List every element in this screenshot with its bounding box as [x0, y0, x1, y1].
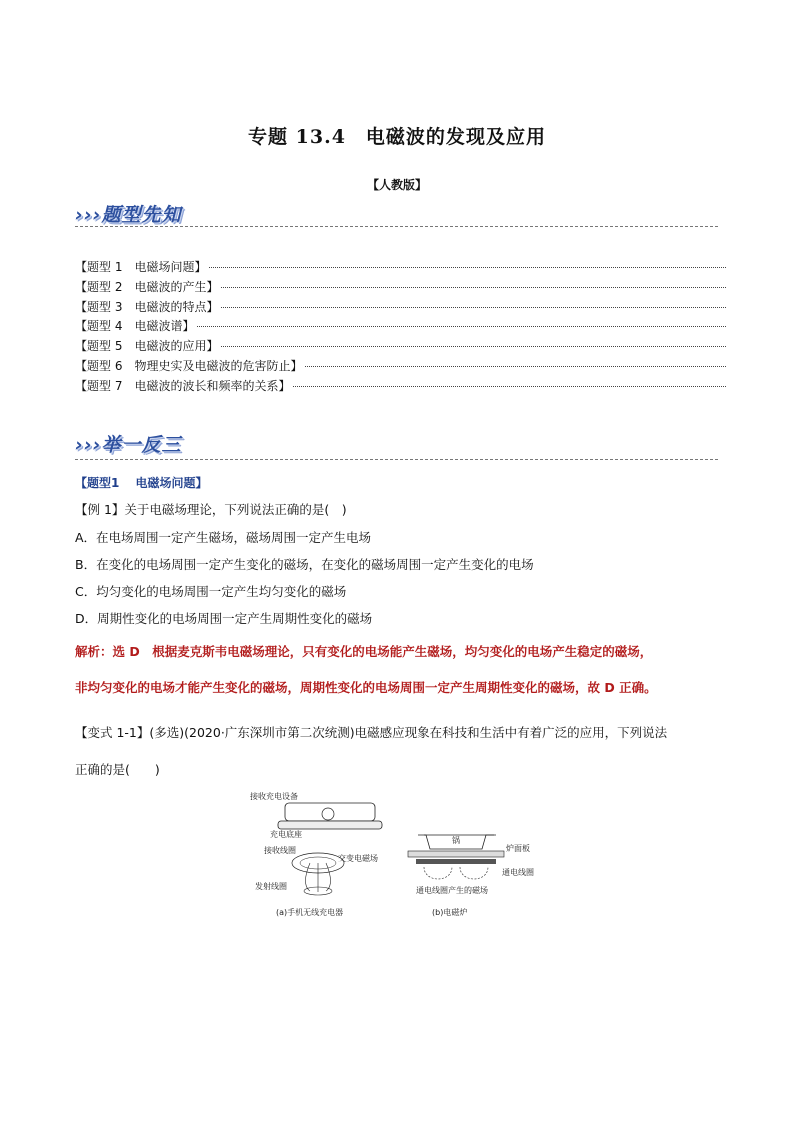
answer-line-2: 非均匀变化的电场才能产生变化的磁场，周期性变化的电场周围一定产生周期性变化的磁场，故 D 正确。 [75, 680, 657, 695]
label-receiver: 接收充电设备 [250, 792, 298, 801]
toc-leader [305, 366, 726, 367]
toc-leader [221, 287, 726, 288]
caption-a: (a)手机无线充电器 [276, 908, 344, 917]
toc-item[interactable] [75, 298, 726, 318]
caption-b: (b)电磁炉 [432, 908, 468, 917]
toc-list [75, 258, 726, 397]
toc-leader [293, 386, 726, 387]
field-lines-b [424, 867, 488, 879]
cooker-diagram [408, 835, 534, 917]
toc-leader [221, 346, 726, 347]
toc-leader [197, 326, 726, 327]
banner-preview: ›››题型先知 [75, 204, 182, 226]
toc-item[interactable] [75, 278, 726, 298]
label-coil: 通电线圈 [502, 868, 534, 877]
toc-item-label: 【题型 2 电磁波的产生】 [75, 279, 219, 294]
label-base: 充电底座 [270, 830, 302, 839]
label-send-coil: 发射线圈 [255, 882, 287, 891]
option-c: C．均匀变化的电场周围一定产生均匀变化的磁场 [75, 584, 347, 599]
toc-leader [221, 307, 726, 308]
option-b: B．在变化的电场周围一定产生变化的磁场，在变化的磁场周围一定产生变化的电场 [75, 557, 534, 572]
toc-item[interactable] [75, 377, 726, 397]
charging-base-shape [278, 821, 382, 829]
panel-shape [408, 851, 504, 857]
toc-item-label: 【题型 3 电磁波的特点】 [75, 299, 219, 314]
label-ac-field: 交变电磁场 [338, 854, 378, 863]
option-a: A．在电场周围一定产生磁场，磁场周围一定产生电场 [75, 530, 372, 545]
toc-item[interactable] [75, 317, 726, 337]
label-receive-coil: 接收线圈 [264, 846, 296, 855]
figure-diagram [240, 787, 540, 922]
charger-diagram [250, 791, 382, 917]
variant-stem-2: 正确的是( ) [75, 762, 160, 777]
edition-label: 【人教版】 [366, 178, 427, 192]
toc-item[interactable] [75, 258, 726, 278]
toc-item-label: 【题型 1 电磁场问题】 [75, 260, 207, 274]
option-d: D．周期性变化的电场周围一定产生周期性变化的磁场 [75, 611, 373, 626]
toc-item[interactable] [75, 337, 726, 357]
toc-item[interactable] [75, 357, 726, 377]
page-title: 专题 13.4 电磁波的发现及应用 [248, 126, 546, 148]
banner-practice: ›››举一反三 [75, 434, 182, 456]
label-panel: 炉面板 [506, 844, 530, 853]
example-stem: 【例 1】关于电磁场理论，下列说法正确的是( ) [75, 502, 347, 517]
answer-line-1: 解析：选 D 根据麦克斯韦电磁场理论，只有变化的电场能产生磁场，均匀变化的电场产生稳定的磁场， [75, 644, 653, 659]
section-heading: 【题型1 电磁场问题】 [75, 476, 208, 490]
variant-stem-1: 【变式 1-1】(多选)(2020·广东深圳市第二次统测)电磁感应现象在科技和生活中有着广泛的应用，下列说法 [75, 725, 668, 740]
receiver-device-shape [285, 803, 375, 821]
label-field: 通电线圈产生的磁场 [416, 886, 488, 895]
toc-item-label: 【题型 6 物理史实及电磁波的危害防止】 [75, 358, 303, 373]
toc-item-label: 【题型 4 电磁波谱】 [75, 319, 195, 334]
divider-line [75, 459, 718, 460]
divider-line [75, 226, 718, 227]
label-pot: 锅 [452, 836, 460, 845]
toc-leader [209, 267, 726, 268]
toc-item-label: 【题型 5 电磁波的应用】 [75, 339, 219, 354]
toc-item-label: 【题型 7 电磁波的波长和频率的关系】 [75, 378, 291, 393]
coil-shape [416, 859, 496, 864]
coil-symbol [322, 808, 334, 820]
